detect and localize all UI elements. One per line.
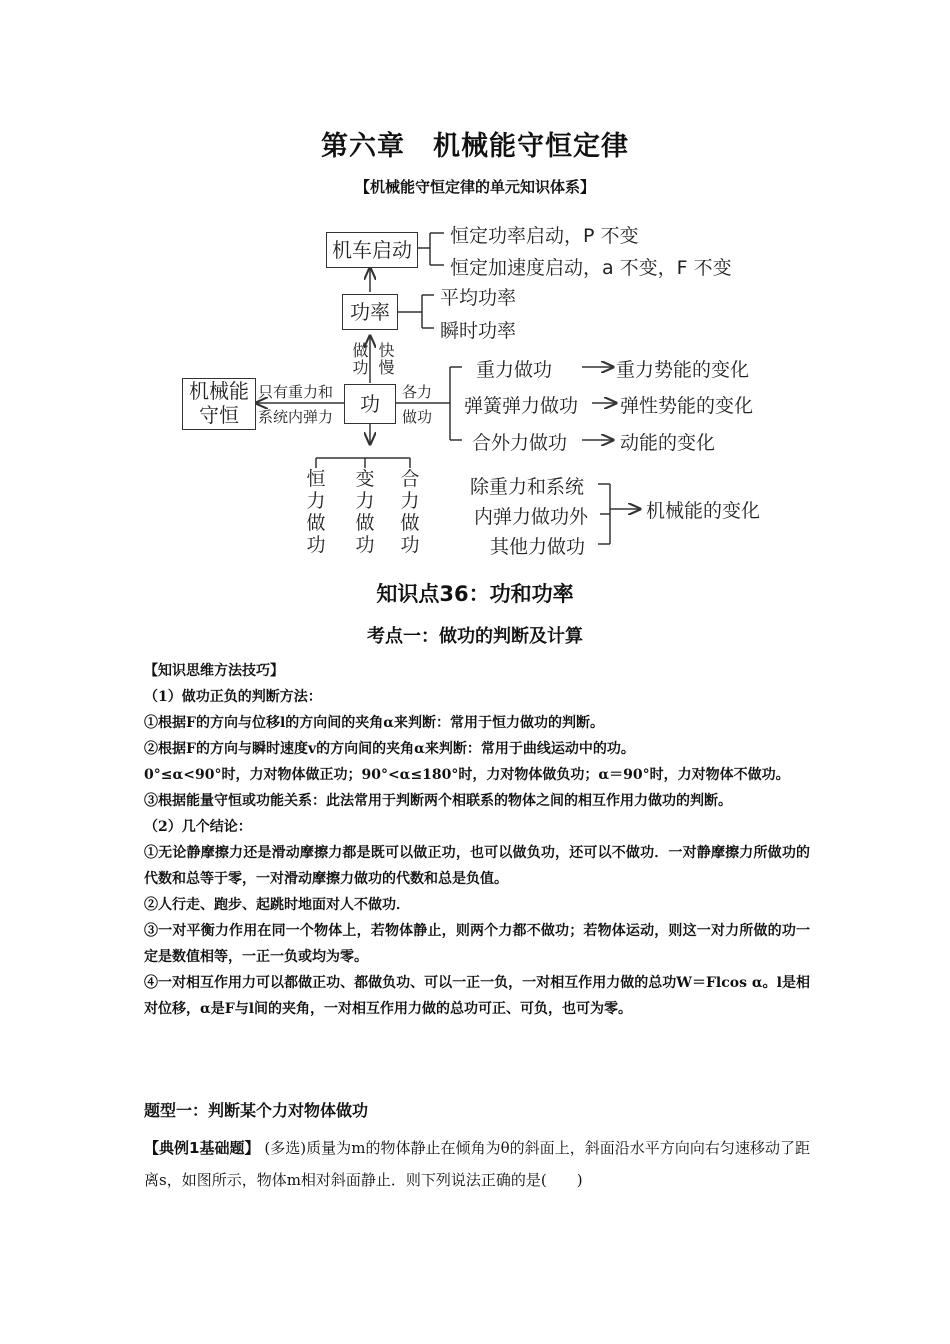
- conclusion-1: ①无论静摩擦力还是滑动摩擦力都是既可以做正功，也可以做负功，还可以不做功．一对静摩擦力所做功的代数和总等于零，一对滑动摩擦力做功的代数和总是负值。: [144, 845, 810, 887]
- spring-work: 弹簧弹力做功: [464, 395, 579, 417]
- mech-line2: 守恒: [199, 403, 239, 427]
- net-force-work: 合外力做功: [472, 432, 568, 454]
- gravity-work: 重力做功: [476, 359, 553, 381]
- angle-rule: 0°≤α<90°时，力对物体做正功；90°<α≤180°时，力对物体做负功；α＝90°时，力对物体不做功。: [144, 767, 790, 783]
- locomotive-start-box: 机车启动: [326, 232, 418, 268]
- speed-label: 快慢: [376, 342, 395, 376]
- method-section: [144, 658, 810, 1022]
- variable-force-work: 变 力 做 功: [355, 468, 375, 556]
- ke-change: 动能的变化: [620, 432, 716, 454]
- exam-point-heading: 考点一：做功的判断及计算: [367, 626, 583, 647]
- conclusion-4: ④一对相互作用力可以都做正功、都做负功、可以一正一负，一对相互作用力做的总功W＝Flcos α。l是相对位移，α是F与l间的夹角，一对相互作用力做的总功可正、可负，也可为零。: [144, 975, 810, 1017]
- each-force-line2: 做功: [402, 408, 433, 426]
- elastic-pe-change: 弹性势能的变化: [620, 395, 754, 417]
- mech-energy-change: 机械能的变化: [646, 500, 761, 522]
- chapter-title: 第六章 机械能守恒定律: [321, 131, 629, 162]
- constant-accel-start: 恒定加速度启动，a 不变，F 不变: [450, 257, 732, 279]
- other-force-line3: 其他力做功: [490, 536, 586, 558]
- method-title: 【知识思维方法技巧】: [144, 663, 284, 679]
- mech-line1: 机械能: [189, 379, 249, 403]
- rule-2: ②根据F的方向与瞬时速度v的方向间的夹角α来判断：常用于曲线运动中的功。: [144, 741, 635, 757]
- rule-1: ①根据F的方向与位移l的方向间的夹角α来判断：常用于恒力做功的判断。: [144, 715, 605, 731]
- conclusion-3: ③一对平衡力作用在同一个物体上，若物体静止，则两个力都不做功；若物体运动，则这一对力所做的功一定是数值相等，一正一负或均为零。: [144, 923, 810, 965]
- average-power: 平均功率: [440, 287, 517, 309]
- instant-power: 瞬时功率: [440, 320, 517, 342]
- part1-title: （1）做功正负的判断方法：: [144, 689, 322, 705]
- other-force-line2: 内弹力做功外: [474, 506, 589, 528]
- resultant-force-work: 合 力 做 功: [400, 468, 420, 556]
- each-force-line1: 各力: [402, 383, 433, 401]
- rule-3: ③根据能量守恒或功能关系：此法常用于判断两个相联系的物体之间的相互作用力做功的判断。: [144, 793, 732, 809]
- power-box: 功率: [342, 294, 398, 330]
- part2-title: （2）几个结论：: [144, 819, 252, 835]
- constant-power-start: 恒定功率启动，P 不变: [450, 225, 639, 247]
- example-tag: 【典例1基础题】: [144, 1139, 260, 1157]
- example-text: (多选)质量为m的物体静止在倾角为θ的斜面上，斜面沿水平方向向右匀速移动了距离s，如图所示，物体m相对斜面静止．则下列说法正确的是( ): [144, 1139, 810, 1189]
- conclusion-2: ②人行走、跑步、起跳时地面对人不做功．: [144, 897, 410, 913]
- other-force-line1: 除重力和系统: [470, 476, 585, 498]
- mechanical-energy-conservation-box: [182, 378, 256, 430]
- question-type-heading: 题型一：判断某个力对物体做功: [144, 1101, 369, 1120]
- knowledge-diagram: [0, 0, 950, 590]
- knowledge-point-heading: 知识点36：功和功率: [376, 582, 574, 606]
- condition-line1: 只有重力和: [258, 383, 334, 401]
- constant-force-work: 恒 力 做 功: [306, 468, 326, 556]
- knowledge-system-subtitle: 【机械能守恒定律的单元知识体系】: [354, 178, 595, 196]
- gravity-pe-change: 重力势能的变化: [616, 359, 750, 381]
- example-question: [144, 1132, 810, 1196]
- condition-line2: 系统内弹力: [258, 408, 334, 426]
- work-box: 功: [344, 384, 396, 424]
- work-label: 做功: [350, 342, 369, 376]
